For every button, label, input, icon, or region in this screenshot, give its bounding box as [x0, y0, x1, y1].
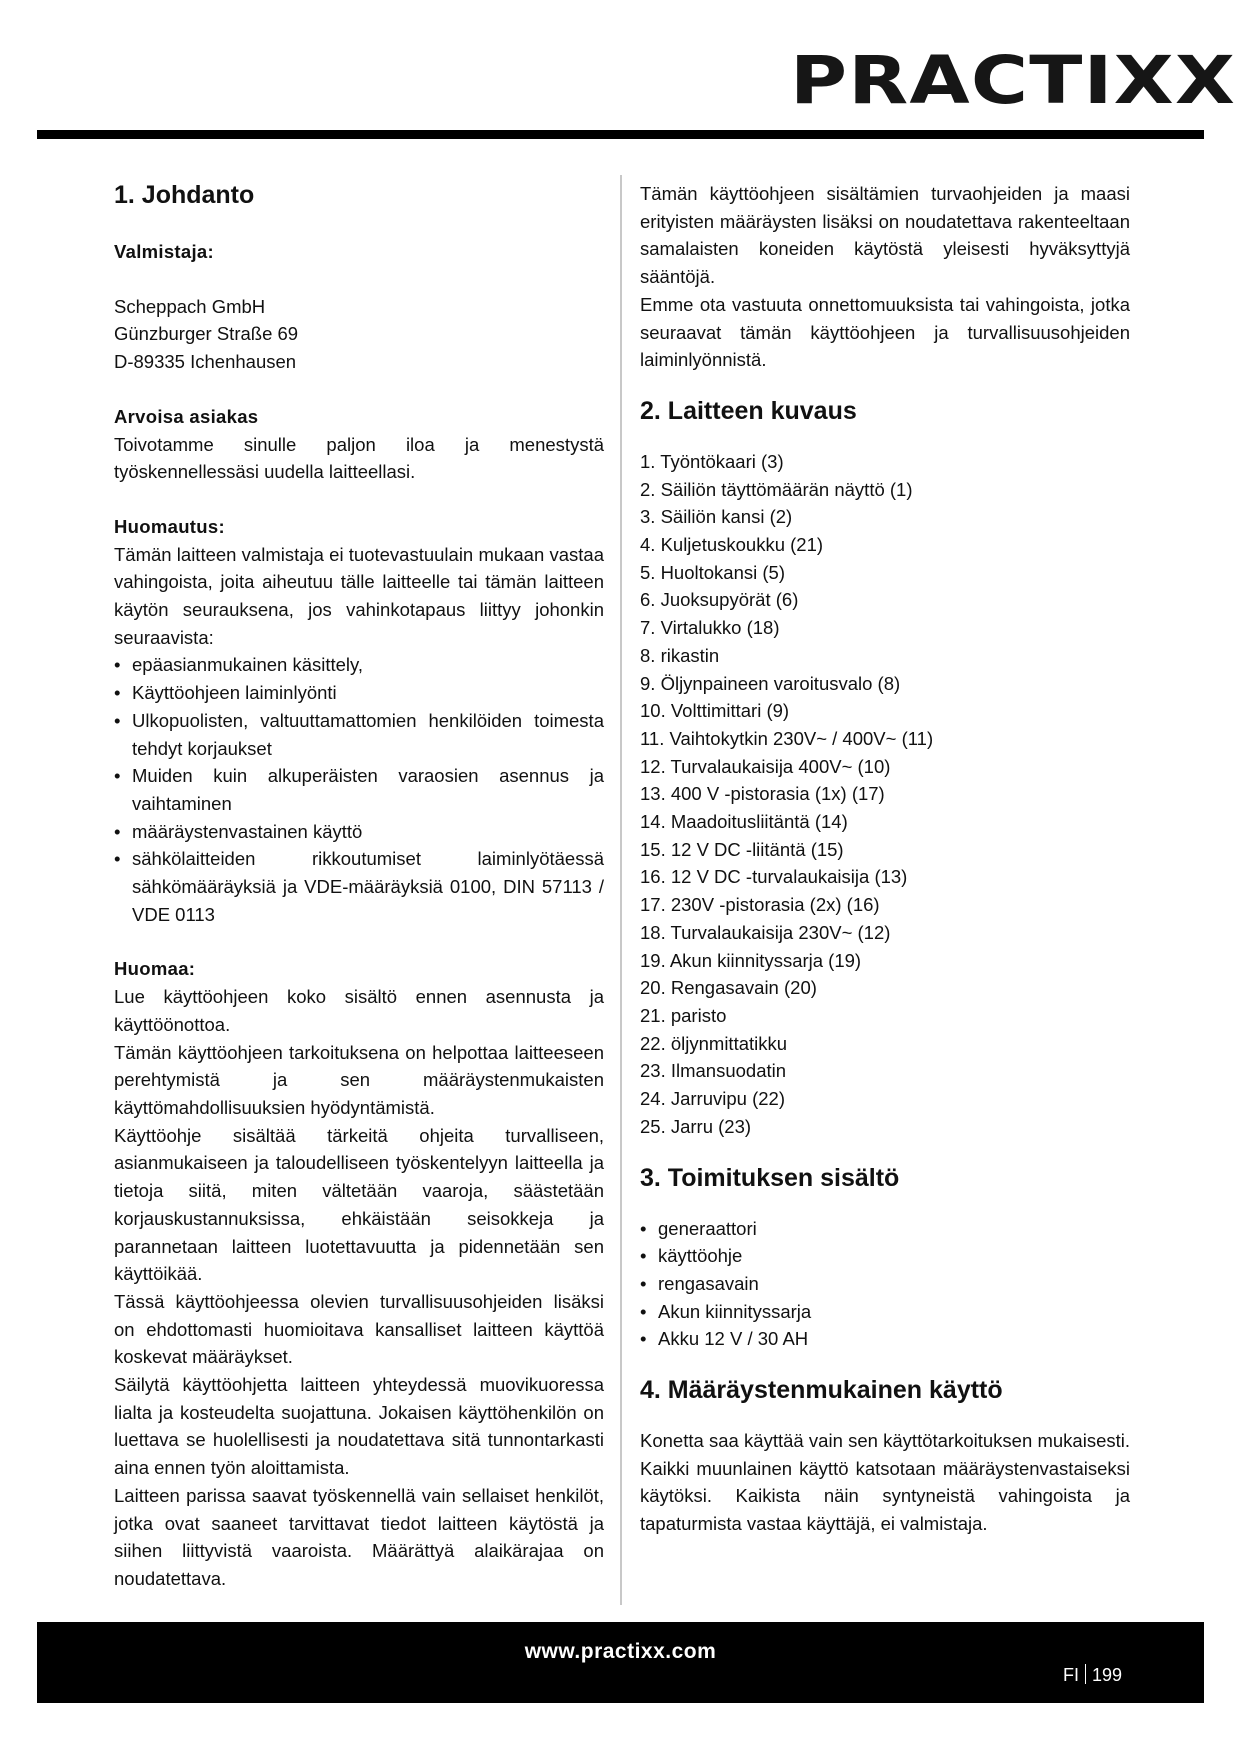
- list-item: 23. Ilmansuodatin: [640, 1060, 787, 1082]
- left-column: [114, 180, 604, 1593]
- attention-paragraph: Säilytä käyttöohjetta laitteen yhteydessä muovikuoressa lialta ja kosteudelta suojattuna. Jokaisen käyttöhenkilön on luettava se huolellisesti ja noudatettava sitä tunnontarkasti aina ennen työn aloittamista.: [114, 1374, 604, 1479]
- list-item: 9. Öljynpaineen varoitusvalo (8): [640, 672, 901, 694]
- manufacturer-label: Valmistaja:: [114, 241, 214, 262]
- attention-paragraph: Lue käyttöohjeen koko sisältö ennen asennusta ja käyttöönottoa.: [114, 986, 604, 1035]
- list-item: 10. Volttimittari (9): [640, 700, 790, 722]
- list-item: 1. Työntökaari (3): [640, 450, 784, 472]
- list-item: 25. Jarru (23): [640, 1115, 752, 1137]
- list-item: • Akku 12 V / 30 AH: [640, 1325, 1130, 1353]
- brand-logo: PRACTIXX: [790, 42, 1237, 119]
- list-item: 24. Jarruvipu (22): [640, 1088, 785, 1110]
- intended-use-text: Konetta saa käyttää vain sen käyttötarkoituksen mukaisesti. Kaikki muunlainen käyttö katsotaan määräystenvastaiseksi käytöksi. Kaikista näin syntyneistä vahingoista ja tapaturmista vastaa käyttäjä, ei valmistaja.: [640, 1430, 1130, 1535]
- manufacturer-line: Günzburger Straße 69: [114, 323, 299, 345]
- attention-paragraph: Tässä käyttöohjeessa olevien turvallisuusohjeiden lisäksi on ehdottomasti huomioitava kansalliset laitteen käyttöä koskevat määräykset.: [114, 1290, 604, 1368]
- column-divider: [620, 175, 622, 1605]
- section-2-title: 2. Laitteen kuvaus: [640, 396, 857, 425]
- list-item: 2. Säiliön täyttömäärän näyttö (1): [640, 478, 913, 500]
- parts-list: [640, 448, 1130, 1141]
- list-item: • sähkölaitteiden rikkoutumiset laiminlyötäessä sähkömääräyksiä ja VDE-määräyksiä 0100, DIN 57113 / VDE 0113: [114, 845, 604, 928]
- list-item: • rengasavain: [640, 1270, 1130, 1298]
- note-label: Huomautus:: [114, 515, 225, 537]
- section-1-title: 1. Johdanto: [114, 181, 255, 209]
- list-item: 8. rikastin: [640, 644, 720, 666]
- list-item: 17. 230V -pistorasia (2x) (16): [640, 894, 880, 916]
- list-item: 12. Turvalaukaisija 400V~ (10): [640, 755, 891, 777]
- list-item: • käyttöohje: [640, 1242, 1130, 1270]
- list-item: 6. Juoksupyörät (6): [640, 589, 799, 611]
- manufacturer-line: Scheppach GmbH: [114, 295, 266, 317]
- attention-label: Huomaa:: [114, 958, 196, 980]
- list-item: 4. Kuljetuskoukku (21): [640, 534, 824, 556]
- intro-paragraph: Emme ota vastuuta onnettomuuksista tai vahingoista, jotka seuraavat tämän käyttöohjeen ja turvallisuusohjeiden laiminlyönnistä.: [640, 293, 1130, 371]
- section-3-title: 3. Toimituksen sisältö: [640, 1163, 900, 1192]
- list-item: • Akun kiinnityssarja: [640, 1298, 1130, 1326]
- list-item: 13. 400 V -pistorasia (1x) (17): [640, 783, 885, 805]
- list-item: 22. öljynmittatikku: [640, 1032, 788, 1054]
- page-indicator: [1063, 1664, 1122, 1686]
- attention-paragraph: Käyttöohje sisältää tärkeitä ohjeita turvalliseen, asianmukaiseen ja taloudelliseen työskentelyyn laitteella ja tietoja siitä, miten vältetään vaaroja, säästetään korjauskustannuksissa, ehkäistään seisokkeja ja parannetaan laitteen luotettavuutta ja pidennetään sen käyttöikää.: [114, 1124, 604, 1285]
- manufacturer-line: D-89335 Ichenhausen: [114, 351, 297, 373]
- list-item: 11. Vaihtokytkin 230V~ / 400V~ (11): [640, 727, 934, 749]
- section-4-title: 4. Määräystenmukainen käyttö: [640, 1376, 1003, 1405]
- note-bullet-list: [114, 651, 604, 928]
- footer-url[interactable]: www.practixx.com: [524, 1640, 717, 1663]
- customer-text: Toivotamme sinulle paljon iloa ja menestystä työskennellessäsi uudella laitteellasi.: [114, 433, 604, 483]
- delivery-list: [640, 1215, 1130, 1354]
- note-text: Tämän laitteen valmistaja ei tuotevastuulain mukaan vastaa vahingoista, joita aiheutuu tälle laitteelle tai tämän laitteen käytön seurauksena, jos vahinkotapaus liittyy johonkin seuraavista:: [114, 543, 604, 648]
- list-item: • epäasianmukainen käsittely,: [114, 651, 604, 679]
- list-item: 16. 12 V DC -turvalaukaisija (13): [640, 866, 908, 888]
- list-item: • Käyttöohjeen laiminlyönti: [114, 679, 604, 707]
- list-item: 5. Huoltokansi (5): [640, 561, 785, 583]
- intro-paragraph: Tämän käyttöohjeen sisältämien turvaohjeiden ja maasi erityisten määräysten lisäksi on noudatettava rakenteeltaan samalaisten koneiden käytöstä yleisesti hyväksyttyjä sääntöjä.: [640, 183, 1130, 288]
- list-item: • määräystenvastainen käyttö: [114, 818, 604, 846]
- language-code: FI: [1062, 1665, 1079, 1685]
- page-number: 199: [1091, 1665, 1122, 1685]
- header-rule: [37, 130, 1204, 139]
- page-separator: [1085, 1664, 1086, 1684]
- customer-label: Arvoisa asiakas: [114, 405, 259, 427]
- list-item: 20. Rengasavain (20): [640, 977, 817, 999]
- list-item: 14. Maadoitusliitäntä (14): [640, 811, 848, 833]
- list-item: 7. Virtalukko (18): [640, 617, 780, 639]
- footer-bar: [37, 1622, 1204, 1703]
- attention-paragraph: Laitteen parissa saavat työskennellä vain sellaiset henkilöt, jotka ovat saaneet tarvittavat tiedot laitteen käytöstä ja siihen liittyvistä vaaroista. Määrättyä alaikärajaa on noudatettava.: [114, 1484, 604, 1589]
- list-item: • Muiden kuin alkuperäisten varaosien asennus ja vaihtaminen: [114, 762, 604, 817]
- list-item: 19. Akun kiinnityssarja (19): [640, 949, 862, 971]
- right-column: [640, 180, 1130, 1538]
- list-item: 15. 12 V DC -liitäntä (15): [640, 838, 844, 860]
- list-item: • Ulkopuolisten, valtuuttamattomien henkilöiden toimesta tehdyt korjaukset: [114, 707, 604, 762]
- list-item: 21. paristo: [640, 1004, 727, 1026]
- attention-paragraph: Tämän käyttöohjeen tarkoituksena on helpottaa laitteeseen perehtymistä ja sen määräystenmukaisten käyttömahdollisuuksien hyödyntämistä.: [114, 1041, 604, 1118]
- list-item: • generaattori: [640, 1215, 1130, 1243]
- list-item: 18. Turvalaukaisija 230V~ (12): [640, 921, 891, 943]
- list-item: 3. Säiliön kansi (2): [640, 506, 793, 528]
